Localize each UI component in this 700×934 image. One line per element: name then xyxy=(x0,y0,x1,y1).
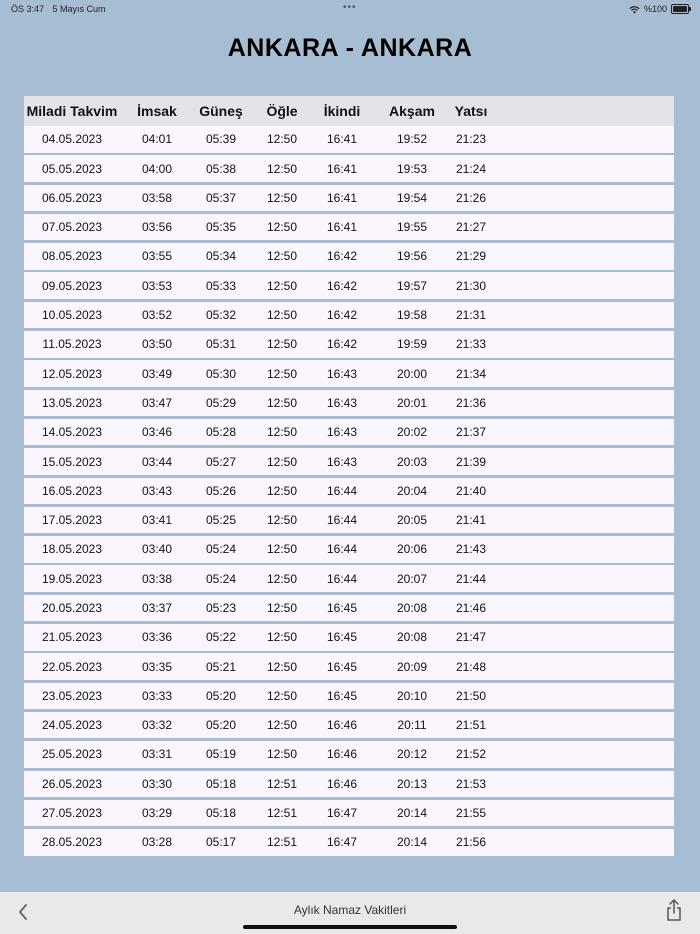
cell-date: 07.05.2023 xyxy=(41,220,103,235)
cell-aksam: 19:54 xyxy=(396,190,428,205)
cell-gunes: 05:24 xyxy=(205,542,237,557)
header-yatsi: Yatsı xyxy=(454,103,488,119)
cell-yatsi: 21:44 xyxy=(455,571,487,586)
table-row xyxy=(24,741,674,768)
table-row xyxy=(24,829,674,856)
cell-aksam: 20:11 xyxy=(397,718,427,733)
cell-date: 22.05.2023 xyxy=(41,659,103,674)
cell-date: 11.05.2023 xyxy=(42,337,102,352)
cell-ikindi: 16:43 xyxy=(326,425,358,440)
cell-ogle: 12:50 xyxy=(266,747,298,762)
table-row xyxy=(24,624,674,651)
cell-aksam: 20:01 xyxy=(396,395,428,410)
cell-aksam: 19:55 xyxy=(396,220,428,235)
table-row xyxy=(24,419,674,446)
cell-imsak: 03:43 xyxy=(141,483,173,498)
cell-date: 08.05.2023 xyxy=(41,249,103,264)
cell-gunes: 05:17 xyxy=(205,835,237,850)
header-aksam: Akşam xyxy=(389,103,435,119)
cell-gunes: 05:38 xyxy=(205,161,237,176)
cell-ogle: 12:50 xyxy=(266,220,298,235)
cell-yatsi: 21:33 xyxy=(455,337,487,352)
cell-ikindi: 16:41 xyxy=(326,220,358,235)
table-row xyxy=(24,360,674,387)
table-row xyxy=(24,653,674,680)
header-ikindi: İkindi xyxy=(323,103,361,119)
cell-yatsi: 21:56 xyxy=(455,835,487,850)
header-imsak: İmsak xyxy=(137,103,177,119)
share-icon[interactable] xyxy=(664,898,684,922)
cell-aksam: 19:52 xyxy=(396,132,428,147)
cell-date: 05.05.2023 xyxy=(41,161,103,176)
header-date: Miladi Takvim xyxy=(26,103,118,119)
table-row xyxy=(24,390,674,417)
wifi-icon xyxy=(629,5,640,14)
cell-yatsi: 21:30 xyxy=(455,278,487,293)
cell-gunes: 05:19 xyxy=(205,747,237,762)
table-row xyxy=(24,331,674,358)
cell-date: 04.05.2023 xyxy=(41,132,103,147)
cell-imsak: 03:36 xyxy=(141,630,173,645)
cell-ogle: 12:51 xyxy=(266,776,298,791)
cell-aksam: 20:03 xyxy=(396,454,428,469)
cell-ogle: 12:50 xyxy=(266,454,298,469)
page-title: ANKARA - ANKARA xyxy=(227,34,473,62)
cell-gunes: 05:24 xyxy=(205,571,237,586)
cell-yatsi: 21:53 xyxy=(455,776,487,791)
cell-ikindi: 16:44 xyxy=(326,542,358,557)
cell-yatsi: 21:29 xyxy=(455,249,487,264)
table-row xyxy=(24,185,674,212)
cell-yatsi: 21:41 xyxy=(455,513,487,528)
cell-gunes: 05:39 xyxy=(205,132,237,147)
cell-date: 25.05.2023 xyxy=(41,747,103,762)
home-indicator[interactable] xyxy=(243,925,457,929)
cell-ikindi: 16:45 xyxy=(326,688,358,703)
cell-ogle: 12:51 xyxy=(266,806,298,821)
cell-imsak: 03:50 xyxy=(141,337,173,352)
cell-ikindi: 16:47 xyxy=(326,806,358,821)
cell-imsak: 03:28 xyxy=(141,835,173,850)
cell-yatsi: 21:51 xyxy=(455,718,487,733)
cell-ikindi: 16:46 xyxy=(326,776,358,791)
cell-ogle: 12:50 xyxy=(266,395,298,410)
cell-date: 12.05.2023 xyxy=(41,366,103,381)
cell-yatsi: 21:43 xyxy=(455,542,487,557)
cell-ikindi: 16:44 xyxy=(326,571,358,586)
cell-imsak: 03:29 xyxy=(141,806,173,821)
cell-aksam: 20:08 xyxy=(396,601,428,615)
cell-ogle: 12:50 xyxy=(266,571,298,586)
cell-aksam: 20:12 xyxy=(396,747,428,762)
cell-imsak: 03:49 xyxy=(141,366,173,381)
cell-gunes: 05:28 xyxy=(205,425,237,440)
cell-aksam: 20:04 xyxy=(396,483,428,498)
cell-ogle: 12:50 xyxy=(266,190,298,205)
cell-yatsi: 21:48 xyxy=(455,659,487,674)
cell-ikindi: 16:47 xyxy=(326,835,358,850)
cell-ogle: 12:50 xyxy=(266,249,298,264)
table-row xyxy=(24,712,674,739)
multitasking-dots[interactable]: ••• xyxy=(343,2,357,13)
cell-imsak: 03:44 xyxy=(141,454,173,469)
cell-imsak: 03:47 xyxy=(141,395,173,410)
table-row xyxy=(24,155,674,182)
battery-percent: %100 xyxy=(643,4,667,14)
cell-ogle: 12:50 xyxy=(266,688,298,703)
cell-ikindi: 16:41 xyxy=(326,132,358,147)
cell-gunes: 05:21 xyxy=(205,659,237,674)
table-row xyxy=(24,565,674,592)
cell-yatsi: 21:52 xyxy=(455,747,487,762)
bottom-toolbar xyxy=(0,892,700,934)
cell-ikindi: 16:41 xyxy=(326,161,358,176)
cell-ikindi: 16:42 xyxy=(326,278,358,293)
table-row xyxy=(24,683,674,710)
cell-ikindi: 16:44 xyxy=(326,483,358,498)
cell-aksam: 20:13 xyxy=(396,776,428,791)
table-row xyxy=(24,126,674,153)
cell-aksam: 20:14 xyxy=(396,806,428,821)
cell-date: 06.05.2023 xyxy=(41,190,103,205)
cell-gunes: 05:29 xyxy=(205,395,237,410)
table-row xyxy=(24,536,674,563)
cell-ikindi: 16:42 xyxy=(326,337,358,352)
cell-ikindi: 16:44 xyxy=(326,513,358,528)
cell-date: 14.05.2023 xyxy=(41,425,103,440)
cell-date: 24.05.2023 xyxy=(41,718,103,733)
header-gunes: Güneş xyxy=(199,103,243,119)
cell-yatsi: 21:34 xyxy=(455,366,487,381)
cell-ikindi: 16:45 xyxy=(326,659,358,674)
cell-imsak: 03:38 xyxy=(141,571,173,586)
cell-imsak: 03:46 xyxy=(141,425,173,440)
cell-date: 15.05.2023 xyxy=(41,454,103,469)
cell-date: 10.05.2023 xyxy=(41,308,103,323)
cell-date: 23.05.2023 xyxy=(41,688,103,703)
cell-gunes: 05:31 xyxy=(205,337,237,352)
cell-imsak: 03:40 xyxy=(141,542,173,557)
cell-imsak: 03:41 xyxy=(141,513,173,528)
cell-date: 26.05.2023 xyxy=(41,776,103,791)
cell-date: 13.05.2023 xyxy=(41,395,103,410)
cell-aksam: 19:53 xyxy=(396,161,428,176)
cell-ikindi: 16:41 xyxy=(326,190,358,205)
cell-ogle: 12:50 xyxy=(266,601,298,615)
cell-gunes: 05:27 xyxy=(205,454,237,469)
prayer-times-table xyxy=(24,96,674,860)
battery-icon xyxy=(671,4,689,14)
cell-ogle: 12:50 xyxy=(266,278,298,293)
cell-gunes: 05:33 xyxy=(205,278,237,293)
cell-yatsi: 21:37 xyxy=(455,425,487,440)
cell-aksam: 19:57 xyxy=(396,278,428,293)
cell-yatsi: 21:23 xyxy=(455,132,487,147)
cell-aksam: 19:58 xyxy=(396,308,428,323)
cell-gunes: 05:18 xyxy=(205,776,237,791)
cell-gunes: 05:30 xyxy=(205,366,237,381)
cell-ogle: 12:50 xyxy=(266,483,298,498)
cell-date: 28.05.2023 xyxy=(41,835,103,850)
cell-ogle: 12:50 xyxy=(266,542,298,557)
table-body xyxy=(24,126,674,856)
cell-gunes: 05:26 xyxy=(205,483,237,498)
cell-date: 18.05.2023 xyxy=(41,542,103,557)
cell-imsak: 03:52 xyxy=(141,308,173,323)
cell-imsak: 03:35 xyxy=(141,659,173,674)
table-row xyxy=(24,243,674,270)
cell-yatsi: 21:40 xyxy=(455,483,487,498)
cell-yatsi: 21:39 xyxy=(455,454,487,469)
cell-gunes: 05:34 xyxy=(205,249,237,264)
cell-date: 20.05.2023 xyxy=(41,601,103,615)
cell-aksam: 20:08 xyxy=(396,630,428,645)
cell-ikindi: 16:45 xyxy=(326,630,358,645)
table-row xyxy=(24,302,674,329)
cell-ikindi: 16:46 xyxy=(326,718,358,733)
cell-ogle: 12:50 xyxy=(266,630,298,645)
status-date: 5 Mayıs Cum xyxy=(52,4,106,14)
cell-imsak: 03:56 xyxy=(141,220,173,235)
cell-yatsi: 21:26 xyxy=(455,190,487,205)
cell-ikindi: 16:43 xyxy=(326,366,358,381)
cell-yatsi: 21:31 xyxy=(455,308,487,323)
cell-aksam: 19:56 xyxy=(396,249,428,264)
cell-ogle: 12:50 xyxy=(266,161,298,176)
cell-yatsi: 21:55 xyxy=(455,806,487,821)
cell-gunes: 05:25 xyxy=(205,513,237,528)
cell-ikindi: 16:43 xyxy=(326,395,358,410)
cell-date: 19.05.2023 xyxy=(41,571,103,586)
table-row xyxy=(24,478,674,505)
cell-imsak: 03:53 xyxy=(141,278,173,293)
cell-aksam: 20:05 xyxy=(396,513,428,528)
cell-ikindi: 16:46 xyxy=(326,747,358,762)
header-ogle: Öğle xyxy=(266,103,298,119)
cell-gunes: 05:18 xyxy=(205,806,237,821)
cell-yatsi: 21:47 xyxy=(455,630,487,645)
cell-gunes: 05:20 xyxy=(205,688,237,703)
cell-date: 21.05.2023 xyxy=(41,630,103,645)
cell-ogle: 12:50 xyxy=(266,425,298,440)
cell-imsak: 03:33 xyxy=(141,688,173,703)
cell-gunes: 05:32 xyxy=(205,308,237,323)
cell-ikindi: 16:45 xyxy=(326,601,358,615)
cell-ogle: 12:50 xyxy=(266,513,298,528)
cell-aksam: 20:00 xyxy=(396,366,428,381)
cell-date: 09.05.2023 xyxy=(41,278,103,293)
toolbar-title: Aylık Namaz Vakitleri xyxy=(293,903,407,917)
cell-yatsi: 21:27 xyxy=(455,220,487,235)
table-row xyxy=(24,272,674,299)
cell-gunes: 05:20 xyxy=(205,718,237,733)
cell-date: 17.05.2023 xyxy=(41,513,103,528)
cell-imsak: 03:30 xyxy=(141,776,173,791)
table-row xyxy=(24,771,674,798)
status-time: ÖS 3:47 xyxy=(11,4,45,14)
table-row xyxy=(24,800,674,827)
cell-imsak: 03:32 xyxy=(141,718,173,733)
cell-aksam: 20:06 xyxy=(396,542,428,557)
cell-ogle: 12:50 xyxy=(266,366,298,381)
cell-gunes: 05:23 xyxy=(205,601,237,615)
cell-imsak: 04:00 xyxy=(141,161,173,176)
cell-ogle: 12:50 xyxy=(266,659,298,674)
table-row xyxy=(24,448,674,475)
cell-gunes: 05:35 xyxy=(205,220,237,235)
table-header xyxy=(24,96,674,126)
cell-yatsi: 21:36 xyxy=(455,395,487,410)
cell-imsak: 03:37 xyxy=(141,601,173,615)
cell-imsak: 03:31 xyxy=(141,747,173,762)
status-bar xyxy=(0,0,700,18)
table-row xyxy=(24,595,674,622)
cell-ogle: 12:50 xyxy=(266,132,298,147)
cell-date: 16.05.2023 xyxy=(41,483,103,498)
cell-ogle: 12:50 xyxy=(266,308,298,323)
table-row xyxy=(24,214,674,241)
cell-ikindi: 16:42 xyxy=(326,249,358,264)
cell-ogle: 12:51 xyxy=(266,835,298,850)
cell-aksam: 20:02 xyxy=(396,425,428,440)
cell-aksam: 20:09 xyxy=(396,659,428,674)
cell-imsak: 03:55 xyxy=(141,249,173,264)
cell-ikindi: 16:43 xyxy=(326,454,358,469)
cell-aksam: 20:07 xyxy=(396,571,428,586)
table-row xyxy=(24,507,674,534)
cell-ogle: 12:50 xyxy=(266,718,298,733)
cell-aksam: 20:14 xyxy=(396,835,428,850)
cell-ogle: 12:50 xyxy=(266,337,298,352)
cell-yatsi: 21:50 xyxy=(455,688,487,703)
cell-imsak: 04:01 xyxy=(141,132,173,147)
cell-ikindi: 16:42 xyxy=(326,308,358,323)
cell-imsak: 03:58 xyxy=(141,190,173,205)
cell-date: 27.05.2023 xyxy=(41,806,103,821)
cell-gunes: 05:37 xyxy=(205,190,237,205)
cell-yatsi: 21:24 xyxy=(455,161,487,176)
cell-gunes: 05:22 xyxy=(205,630,237,645)
cell-yatsi: 21:46 xyxy=(455,601,487,615)
cell-aksam: 20:10 xyxy=(396,688,428,703)
cell-aksam: 19:59 xyxy=(396,337,428,352)
